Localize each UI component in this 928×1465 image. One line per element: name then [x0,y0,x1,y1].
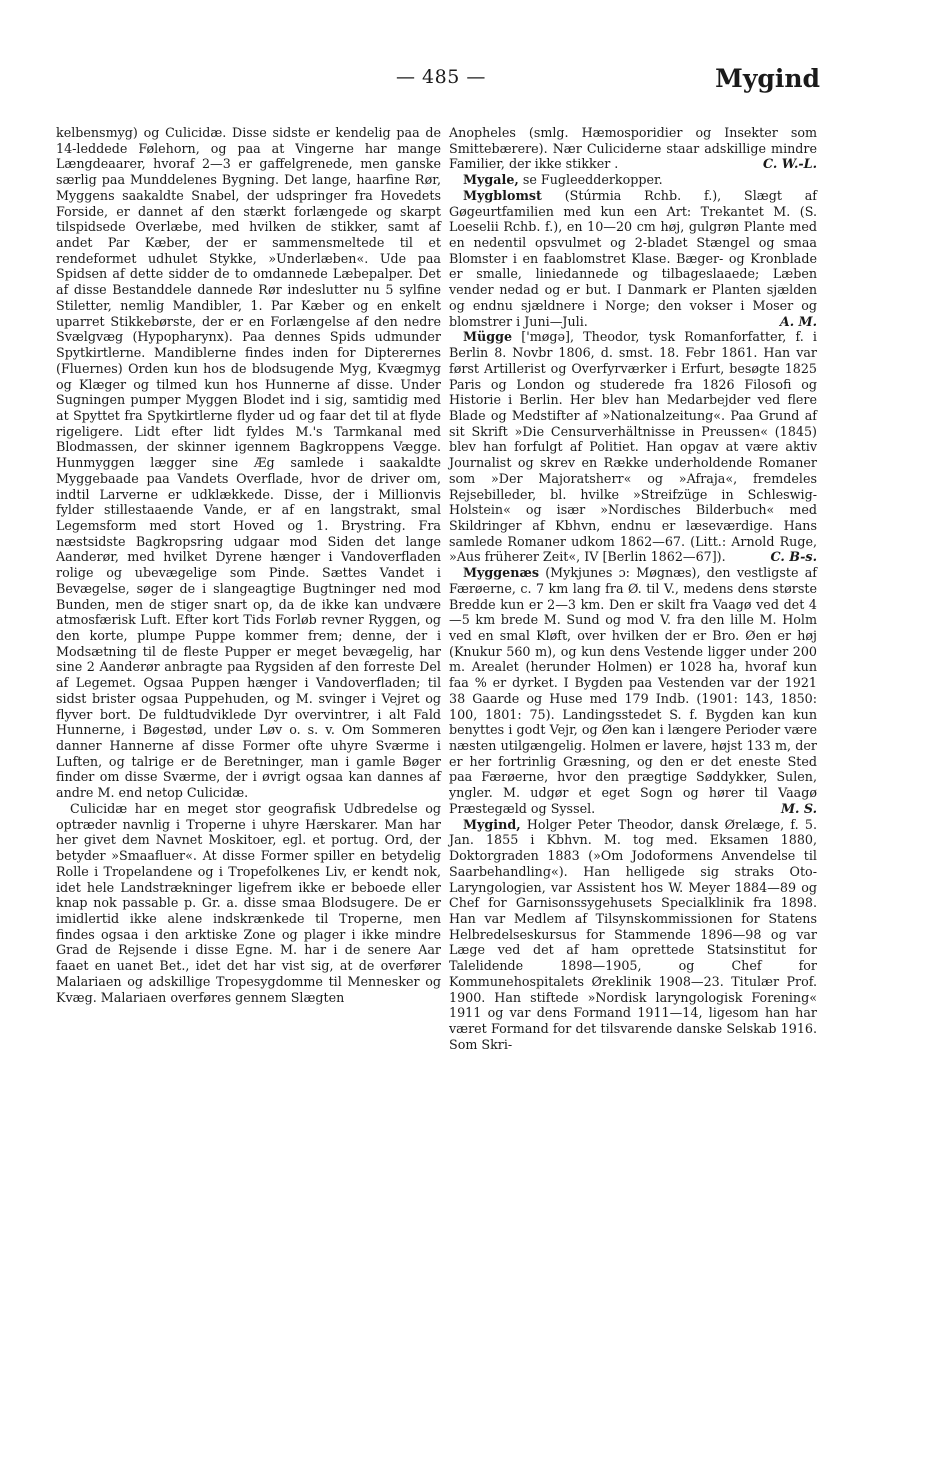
entry-text: (Mykjunes ɔ: Møgnæs), den vestligste af Færøerne, c. 7 km lang fra Ø. til V., medens dens største Bredde kun er 2—3 km. Den er skilt fra Vaagø ved det 4—5 km brede M. Sund og mod V. fra den lille M. Holm ved en smal Kløft, over hvilken der er Bro. Øen er høj (Knukur 560 m), og kun dens Vestende ligger under 200 m. Arealet (herunder Holmen) er 1028 ha, hvoraf kun faa % er dyrket. I Bygden paa Vestenden var der 1921 38 Gaarde og Huse med 179 Indb. (1901: 143, 1850: 100, 1801: 75). Landingsstedet S. f. Bygden kan kun benyttes i godt Vejr, og Øen kan i længere Perioder være næsten utilgængelig. Holmen er lavere, højst 133 m, der er her fortrinlig Græsning, og den er det eneste Sted paa Færøerne, hvor den prægtige Søddykker, Sulen, yngler. M. udgør et eget Sogn og hører til Vaagø Præstegæld og Syssel. [449,565,817,816]
left-paragraph-1: kelbensmyg) og Culicidæ. Disse sidste er kendelig paa de 14-leddede Følehorn, og paa at Vingerne har mange Længdeaarer, hvoraf 2—3 er gaffelgrenede, men ganske særlig paa Munddelenes Bygning. Det lange, haarfine Rør, Myggens saakaldte Snabel, der udspringer fra Hovedets Forside, er dannet af den stærkt forlængede og skarpt tilspidsede Overlæbe, med hvilken de stikker, samt af andet Par Kæber, der er sammensmeltede til et rendeformet udhulet Stykke, »Underlæben«. Ude paa Spidsen af dette sidder de to omdannede Læbepalper. Det af disse Bestanddele dannede Rør indeslutter nu 5 sylfine Stiletter, nemlig Mandibler, 1. Par Kæber og en enkelt uparret Stikkebørste, der er en Forlængelse af den nedre Svælgvæg (Hypopharynx). Paa dennes Spids udmunder Spytkirtlerne. Mandiblerne findes inden for Dipterernes (Fluernes) Orden kun hos de blodsugende Myg, Kvægmyg og Klæger og tilmed kun hos Hunnerne af disse. Under Sugningen pumper Myggen Blodet ind i sig, samtidig med at Spyttet fra Spytkirtlerne flyder ud og faar det til at flyde rigeligere. Lidt efter lidt fyldes M.'s Tarmkanal med Blodmassen, der skinner igennem Bagkroppens Vægge. Hunmyggen lægger sine Æg samlede i saakaldte Myggebaade paa Vandets Overflade, hvor de driver om, indtil Larverne er udklækkede. Disse, der i Millionvis fylder stillestaaende Vande, er af en langstrakt, smal Legemsform med stort Hoved og 1. Brystring. Fra næstsidste Bagkropsring udgaar mod Siden det lange Aanderør, med hvilket Dyrene hænger i Vandoverfladen rolige og ubevægelige som Pinde. Sættes Vandet i Bevægelse, søger de i slangeagtige Bugtninger ned mod Bunden, men de stiger snart op, da de ikke kan undvære atmosfærisk Luft. Efter kort Tids Forløb revner Ryggen, og den korte, plumpe Puppe kommer frem; denne, der i Modsætning til de fleste Pupper er meget bevægelig, har sine 2 Aanderør anbragte paa Rygsiden af den forreste Del af Legemet. Ogsaa Puppen hænger i Vandoverfladen; til sidst brister ogsaa Puppehuden, og M. svinger i Vejret og flyver bort. De fuldtudviklede Dyr overvintrer, i alt Fald Hunnerne, i Bøgestød, under Løv o. s. v. Om Sommeren danner Hannerne af disse Former ofte uhyre Sværme i Luften, og talrige er de Beretninger, man i gamle Bøger finder om disse Sværme, der i øvrigt ogsaa kan dannes af andre M. end netop Culicidæ. [56,125,441,801]
entry-text: Holger Peter Theodor, dansk Ørelæge, f. 5. Jan. 1855 i Kbhvn. M. tog med. Eksamen 1880, Doktorgraden 1883 (»Om Jodoformens Anvendelse til Saarbehandling«). Han helligede sig straks Oto-Laryngologien, var Assistent hos W. Meyer 1884—89 og Chef for Garnisonssygehusets Specialklinik fra 1898. Han var Medlem af Tilsynskommissionen for Statens Helbredelseskursus for Stammende 1896—98 og var Læge ved det af ham oprettede Statsinstitut for Talelidende 1898—1905, og Chef for Kommunehospitalets Øreklinik 1908—23. Titulær Prof. 1900. Han stiftede »Nordisk laryngologisk Forening« 1911 og var dens Formand 1911—14, ligesom han har været Formand for det tilsvarende danske Selskab 1916. Som Skri- [449,816,817,1052]
page-header [58,64,820,104]
page-number: — 485 — [396,66,486,88]
entry-myggenaes [449,565,817,817]
entry-mygale [449,172,817,188]
left-paragraph-2: Culicidæ har en meget stor geografisk Udbredelse og optræder navnlig i Troperne i uhyre Hærskarer. Man har her givet dem Navnet Moskitoer, egl. et portug. Ord, der betyder »Smaafluer«. At disse Former spiller en betydelig Rolle i Tropelandene og i Tropefolkenes Liv, er kendt nok, idet hele Landstrækninger ligefrem ikke er beboede eller knap nok passable p. Gr. a. disse smaa Blodsugere. De er imidlertid ikke alene indskrænkede til Troperne, men findes ogsaa i den arktiske Zone og plager i ikke mindre Grad de Rejsende i disse Egne. M. har i de senere Aar faaet en uanet Bet., idet det har vist sig, at de overfører Malariaen og adskillige Tropesygdomme til Mennesker og Kvæg. Malariaen overføres gennem Slægten [56,800,441,1005]
continuation-text: Anopheles (smlg. Hæmosporidier og Insekter som Smittebærere). Nær Culiciderne staar adskillige mindre Familier, der ikke stikker . [449,125,817,172]
entry-headword: Mygale, [463,172,519,188]
running-head: Mygind [715,64,820,93]
entry-headword: Mügge [463,329,513,345]
entry-mugge [449,329,817,565]
entry-text: (Stúrmia Rchb. f.), Slægt af Gøgeurtfamilien med kun een Art: Trekantet M. (S. Loeselii Rchb. f.), en 10—20 cm høj, gulgrøn Plante med en nedentil opsvulmet og 2-bladet Stængel og smaa Blomster i en faablomstret Klase. Bæger- og Kronblade er smalle, liniedannede og tilbageslaaede; Læben vender nedad og er but. I Danmark er Planten sjælden og endnu sjældnere i Norge; den vokser i Moser og blomstrer i Juni—Juli. [449,187,817,329]
entry-mygind [449,817,817,1053]
continuation-signature: C. W.-L. [762,156,817,172]
continuation-paragraph [449,125,817,172]
right-column [449,125,817,1052]
entry-headword: Mygind, [463,816,521,832]
entry-headword: Mygblomst [463,187,542,203]
entry-headword: Myggenæs [463,565,539,581]
entry-text: ['møgə], Theodor, tysk Romanforfatter, f. i Berlin 8. Novbr 1806, d. smst. 18. Febr 1861. Han var først Artillerist og Overfyrværker i Erfurt, besøgte 1825 Paris og London og studerede fra 1826 Filosofi og Historie i Berlin. Her blev han Medarbejder ved flere Blade og Medstifter af »Nationalzeitung«. Paa Grund af sit Skrift »Die Censurverhältnisse in Preussen« (1845) blev han forfulgt af Politiet. Han opgav at være aktiv Journalist og skrev en Række underholdende Romaner som »Der Majoratsherr« og »Afraja«, fremdeles Rejsebilleder, bl. hvilke »Streifzüge in Schleswig-Holstein« og især »Nordisches Bilderbuch« med Skildringer af Kbhvn, endnu er læseværdige. Hans samlede Romaner udkom 1862—67. (Litt.: Arnold Ruge, »Aus früherer Zeit«, IV [Berlin 1862—67]). [449,329,817,565]
entry-signature: A. M. [779,313,817,329]
entry-signature: C. B-s. [770,549,817,565]
entry-mygblomst [449,188,817,329]
entry-signature: M. S. [780,800,817,816]
left-column [56,125,441,1005]
entry-text: se Fugleedderkopper. [522,172,663,188]
